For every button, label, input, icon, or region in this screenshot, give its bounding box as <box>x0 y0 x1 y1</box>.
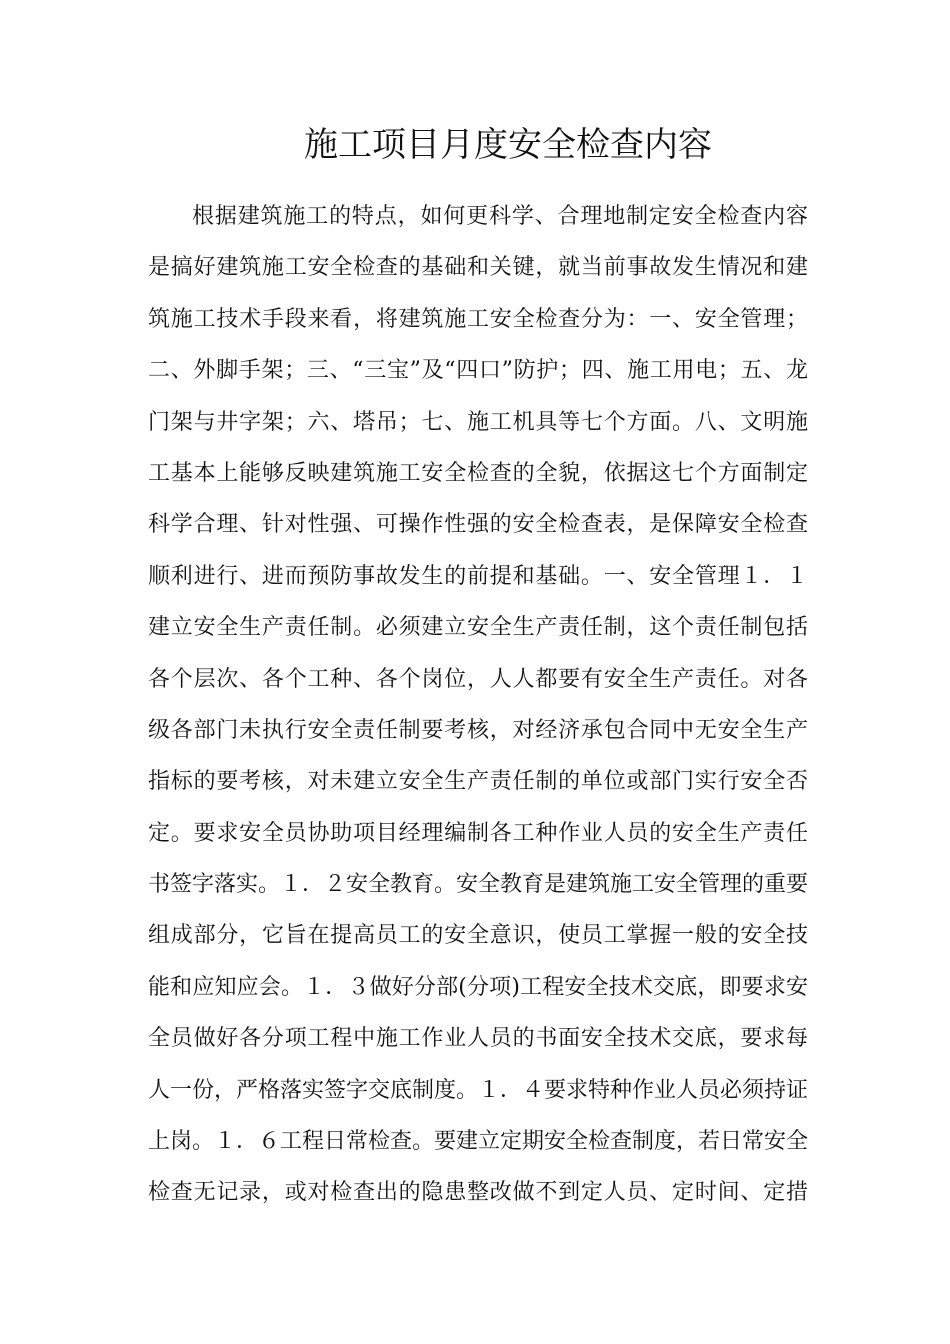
body-line: 全员做好各分项工程中施工作业人员的书面安全技术交底，要求每 <box>148 1026 808 1052</box>
body-line: 级各部门未执行安全责任制要考核，对经济承包合同中无安全生产 <box>148 717 808 743</box>
body-line: 指标的要考核，对未建立安全生产责任制的单位或部门实行安全否 <box>148 769 808 795</box>
body-line: 根据建筑施工的特点，如何更科学、合理地制定安全检查内容 <box>192 204 808 229</box>
body-line: 人一份，严格落实签字交底制度。１．４要求特种作业人员必须持证 <box>148 1077 808 1103</box>
body-line: 能和应知应会。１．３做好分部(分项)工程安全技术交底，即要求安 <box>148 974 808 1000</box>
body-line: 工基本上能够反映建筑施工安全检查的全貌，依据这七个方面制定 <box>148 460 808 486</box>
body-line: 组成部分，它旨在提高员工的安全意识，使员工掌握一般的安全技 <box>148 923 808 949</box>
body-line: 各个层次、各个工种、各个岗位，人人都要有安全生产责任。对各 <box>148 666 808 692</box>
body-line: 书签字落实。１．２安全教育。安全教育是建筑施工安全管理的重要 <box>148 872 808 898</box>
body-line: 顺利进行、进而预防事故发生的前提和基础。一、安全管理１．１ <box>148 563 808 589</box>
body-line: 科学合理、针对性强、可操作性强的安全检查表，是保障安全检查 <box>148 512 808 538</box>
body-line: 筑施工技术手段来看，将建筑施工安全检查分为：一、安全管理； <box>148 306 808 332</box>
document-body <box>148 191 808 1219</box>
body-line: 检查无记录，或对检查出的隐患整改做不到定人员、定时间、定措 <box>148 1180 808 1206</box>
body-line: 是搞好建筑施工安全检查的基础和关键，就当前事故发生情况和建 <box>148 255 808 281</box>
body-line: 定。要求安全员协助项目经理编制各工种作业人员的安全生产责任 <box>148 820 808 846</box>
body-line: 上岗。１．６工程日常检查。要建立定期安全检查制度，若日常安全 <box>148 1129 808 1155</box>
body-line: 建立安全生产责任制。必须建立安全生产责任制，这个责任制包括 <box>148 615 808 641</box>
body-line: 二、外脚手架；三、“三宝”及“四口”防护；四、施工用电；五、龙 <box>148 358 808 384</box>
document-title: 施工项目月度安全检查内容 <box>304 125 712 165</box>
body-line: 门架与井字架；六、塔吊；七、施工机具等七个方面。八、文明施 <box>148 409 808 435</box>
